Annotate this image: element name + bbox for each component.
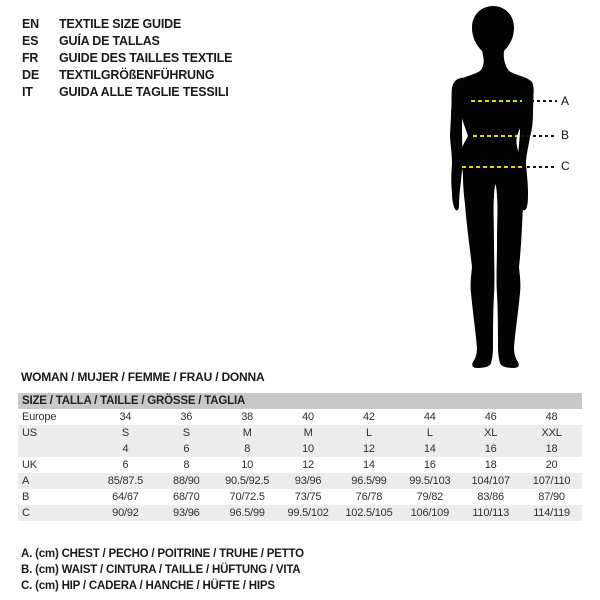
size-cell: 46 xyxy=(484,411,497,423)
size-cell: 6 xyxy=(122,459,129,471)
size-cell: 90.5/92.5 xyxy=(225,475,270,487)
size-cell: XXL xyxy=(541,427,562,439)
row-label: UK xyxy=(22,459,37,471)
size-table xyxy=(18,393,582,521)
size-cell: 93/96 xyxy=(173,507,200,519)
size-table-header: SIZE / TALLA / TAILLE / GRÖSSE / TAGLIA xyxy=(18,393,582,409)
woman-silhouette xyxy=(430,4,580,370)
size-cell: 87/90 xyxy=(538,491,565,503)
size-cell: 68/70 xyxy=(173,491,200,503)
table-row xyxy=(18,505,582,521)
size-cell: 90/92 xyxy=(112,507,139,519)
language-code: FR xyxy=(22,51,39,65)
language-title: GUIDE DES TAILLES TEXTILE xyxy=(59,51,233,65)
size-cell: 85/87.5 xyxy=(107,475,144,487)
waist-measure-dash xyxy=(473,135,517,137)
size-cell: 110/113 xyxy=(472,507,510,519)
size-cell: 34 xyxy=(119,411,132,423)
hip-pointer-dash xyxy=(527,166,557,168)
size-cell: 36 xyxy=(180,411,193,423)
legend-line: C. (cm) HIP / CADERA / HANCHE / HÜFTE / HIPS xyxy=(21,580,275,592)
language-title: GUIDA ALLE TAGLIE TESSILI xyxy=(59,85,229,99)
size-cell: M xyxy=(303,427,313,439)
size-cell: 96.5/99 xyxy=(351,475,387,487)
chest-pointer-dash xyxy=(531,100,557,102)
size-cell: 106/109 xyxy=(410,507,449,519)
language-code: EN xyxy=(22,17,39,31)
size-cell: 12 xyxy=(363,443,375,455)
language-row xyxy=(22,67,232,84)
section-title: WOMAN / MUJER / FEMME / FRAU / DONNA xyxy=(21,370,265,384)
table-row xyxy=(18,473,582,489)
row-label: Europe xyxy=(22,411,57,423)
size-cell: L xyxy=(365,427,372,439)
language-row xyxy=(22,16,232,33)
size-cell: 93/96 xyxy=(294,475,322,487)
size-cell: 99.5/103 xyxy=(409,475,451,487)
size-cell: 99.5/102 xyxy=(287,507,329,519)
chest-measure-label: A xyxy=(561,94,569,108)
language-code: IT xyxy=(22,85,33,99)
size-cell: 79/82 xyxy=(416,491,444,503)
size-cell: 4 xyxy=(122,443,129,455)
size-cell: 114/119 xyxy=(533,507,570,519)
hip-measure-dash xyxy=(462,166,524,168)
size-cell: 14 xyxy=(423,443,436,455)
measurement-legend xyxy=(21,546,304,594)
hip-measure-label: C xyxy=(561,159,570,173)
table-row xyxy=(18,425,582,441)
size-cell: XL xyxy=(484,427,498,439)
size-cell: 8 xyxy=(183,459,190,471)
language-code: ES xyxy=(22,34,39,48)
size-cell: M xyxy=(242,427,252,439)
table-row xyxy=(18,441,582,457)
size-cell: 38 xyxy=(241,411,254,423)
size-cell: 83/86 xyxy=(477,491,504,503)
language-title: GUÍA DE TALLAS xyxy=(59,34,160,48)
size-cell: 44 xyxy=(423,411,436,423)
row-label xyxy=(18,441,95,457)
size-cell: 14 xyxy=(363,459,375,471)
row-label: A xyxy=(22,475,30,487)
size-cell: 96.5/99 xyxy=(229,507,265,519)
size-cell: 16 xyxy=(484,443,497,455)
size-cell: 18 xyxy=(545,443,558,455)
table-row xyxy=(18,409,582,425)
waist-measure-label: B xyxy=(561,128,569,142)
language-title: TEXTILE SIZE GUIDE xyxy=(59,17,182,31)
language-row xyxy=(22,33,232,50)
size-cell: 48 xyxy=(545,411,558,423)
size-cell: 76/78 xyxy=(355,491,383,503)
size-cell: 64/67 xyxy=(112,491,139,503)
size-cell: L xyxy=(426,427,433,439)
waist-pointer-dash xyxy=(521,135,557,137)
size-cell: 18 xyxy=(484,459,497,471)
size-table-body xyxy=(18,409,582,521)
size-cell: 102.5/105 xyxy=(345,507,393,519)
chest-measure-dash xyxy=(471,100,522,102)
language-title: TEXTILGRÖßENFÜHRUNG xyxy=(59,68,215,82)
size-cell: 107/110 xyxy=(532,475,571,487)
size-cell: 8 xyxy=(244,443,251,455)
size-cell: 70/72.5 xyxy=(229,491,265,503)
size-cell: 40 xyxy=(302,411,314,423)
size-cell: 88/90 xyxy=(173,475,200,487)
size-cell: 6 xyxy=(183,443,190,455)
language-row xyxy=(22,50,232,67)
language-title-block xyxy=(22,16,232,101)
row-label: B xyxy=(22,491,30,503)
size-cell: 10 xyxy=(241,459,254,471)
size-cell: 104/107 xyxy=(471,475,510,487)
size-cell: 12 xyxy=(302,459,314,471)
size-cell: 42 xyxy=(363,411,375,423)
language-row xyxy=(22,84,232,101)
table-row xyxy=(18,457,582,473)
size-cell: S xyxy=(121,427,129,439)
row-label: US xyxy=(22,427,37,439)
size-cell: 20 xyxy=(545,459,558,471)
legend-line: A. (cm) CHEST / PECHO / POITRINE / TRUHE / PETTO xyxy=(21,548,304,560)
table-row xyxy=(18,489,582,505)
size-cell: 16 xyxy=(423,459,436,471)
legend-line: B. (cm) WAIST / CINTURA / TAILLE / HÜFTUNG / VITA xyxy=(21,564,301,576)
row-label: C xyxy=(22,507,30,519)
size-cell: S xyxy=(182,427,190,439)
size-cell: 73/75 xyxy=(294,491,322,503)
language-code: DE xyxy=(22,68,39,82)
size-cell: 10 xyxy=(302,443,314,455)
